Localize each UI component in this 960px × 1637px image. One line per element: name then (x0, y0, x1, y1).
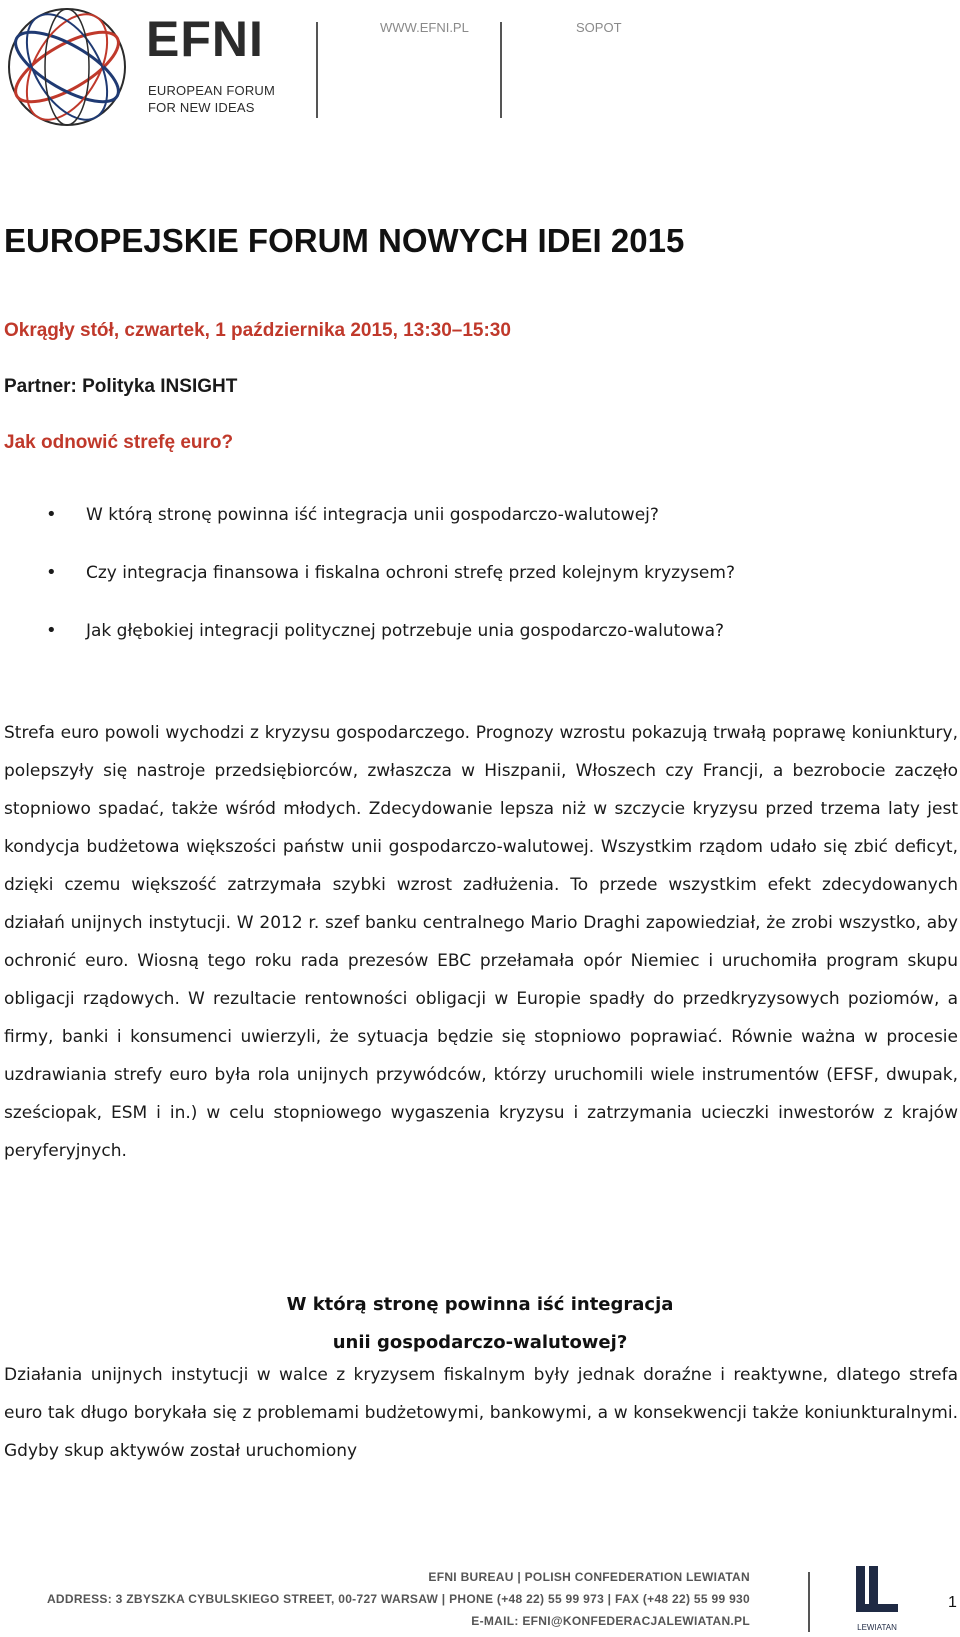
header-city: SOPOT (576, 20, 622, 35)
efni-globe-logo-icon (4, 4, 130, 130)
page-number: 1 (948, 1594, 957, 1611)
page-header (0, 0, 960, 140)
intro-paragraph: Strefa euro powoli wychodzi z kryzysu gospodarczego. Prognozy wzrostu pokazują trwałą poprawę koniunktury, polepszyły się nastroje przedsiębiorców, zwłaszcza w Hiszpanii, Włoszech czy Francji, a bezrobocie zaczęło stopniowo spadać, także wśród młodych. Zdecydowanie lepsza niż w szczycie kryzysu przed trzema laty jest kondycja budżetowa większości państw unii gospodarczo-walutowej. Wszystkim rządom udało się zbić deficyt, dzięki czemu większość zatrzymała szybki wzrost zadłużenia. To przede wszystkim efekt zdecydowanych działań unijnych instytucji. W 2012 r. szef banku centralnego Mario Draghi zapowiedział, że zrobi wszystko, aby ochronić euro. Wiosną tego roku rada prezesów EBC przełamała opór Niemiec i uruchomiła program skupu obligacji rządowych. W rezultacie rentowności obligacji w Europie spadły do przedkryzysowych poziomów, a firmy, banki i konsumenci uwierzyli, że sytuacja będzie się stopniowo poprawiać. Równie ważna w procesie uzdrawiania strefy euro była rola unijnych przywódców, którzy uruchomili wiele instrumentów (EFSF, dwupak, sześciopak, ESM i in.) w celu stopniowego wygaszenia kryzysu i zatrzymania ucieczki inwestorów z krajów peryferyjnych. (4, 723, 958, 1161)
lewiatan-label: LEWIATAN (857, 1623, 897, 1632)
header-url[interactable]: WWW.EFNI.PL (380, 20, 469, 35)
session-info: Okrągły stół, czwartek, 1 października 2015, 13:30–15:30 (4, 320, 511, 341)
footer-address: ADDRESS: 3 ZBYSZKA CYBULSKIEGO STREET, 00-727 WARSAW | PHONE (+48 22) 55 99 973 | FAX (+48 22) 55 99 930 (46, 1592, 750, 1606)
page-title: EUROPEJSKIE FORUM NOWYCH IDEI 2015 (4, 222, 685, 259)
brand-subtitle (148, 82, 275, 116)
brand-subtitle-line2: FOR NEW IDEAS (148, 100, 255, 115)
topic-heading: Jak odnowić strefę euro? (4, 432, 234, 453)
brand-subtitle-line1: EUROPEAN FORUM (148, 83, 276, 98)
lewiatan-logo-icon (852, 1566, 902, 1634)
section-heading-line1: W którą stronę powinna iść integracja (286, 1294, 674, 1315)
question-list (0, 504, 735, 678)
list-item: • W którą stronę powinna iść integracja unii gospodarczo-walutowej? (0, 504, 735, 562)
partner-info: Partner: Polityka INSIGHT (4, 376, 238, 397)
brand-name: EFNI (146, 11, 264, 67)
footer-bureau: EFNI BUREAU | POLISH CONFEDERATION LEWIATAN (428, 1570, 750, 1584)
section-paragraph: Działania unijnych instytucji w walce z kryzysem fiskalnym były jednak doraźne i reaktywne, dlatego strefa euro tak długo borykała się z problemami budżetowymi, bankowymi, a w konsekwencji także koniunkturalnymi. Gdyby skup aktywów został uruchomiony (4, 1365, 958, 1461)
footer-email[interactable]: E-MAIL: EFNI@KONFEDERACJALEWIATAN.PL (471, 1614, 750, 1628)
list-item: • Czy integracja finansowa i fiskalna ochroni strefę przed kolejnym kryzysem? (0, 562, 735, 620)
header-divider (500, 22, 502, 118)
section-heading (0, 1286, 960, 1362)
list-item: • Jak głębokiej integracji politycznej potrzebuje unia gospodarczo-walutowa? (0, 620, 735, 678)
footer-divider (808, 1572, 810, 1632)
section-heading-line2: unii gospodarczo-walutowej? (332, 1332, 628, 1353)
header-divider (316, 22, 318, 118)
